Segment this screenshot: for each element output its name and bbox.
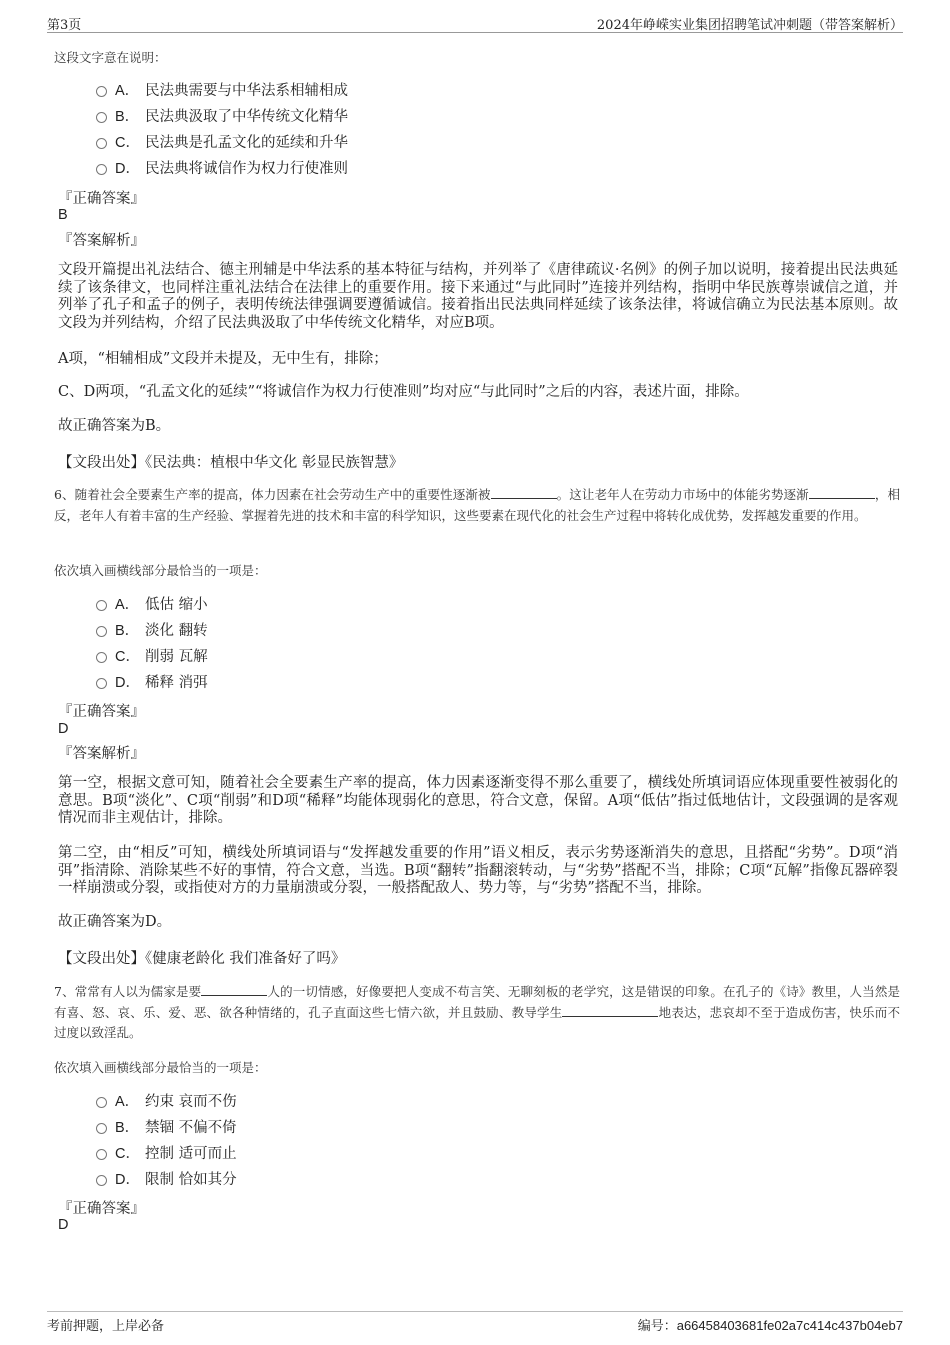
q5-source: 【文段出处】《民法典：植根中华文化 彰显民族智慧》 [58,455,404,471]
q7-answer-label: 『正确答案』 [58,1201,145,1217]
radio-icon[interactable] [96,112,107,123]
q7-option-c[interactable]: C． 控制 适可而止 [96,1144,237,1164]
q5-analysis-label: 『答案解析』 [58,233,145,249]
q6-stem: 6、随着社会全要素生产率的提高，体力因素在社会劳动生产中的重要性逐渐被 。这让老年人在劳动力市场中的体能劣势逐渐 ，相反，老年人有着丰富的生产经验、掌握着先进的技术和丰富的科学知识，这些要素在现代化的社会生产过程中将转化成优势，发挥越发重要的作用。 [54,487,900,523]
fill-blank [809,486,875,499]
document-title: 2024年峥嵘实业集团招聘笔试冲刺题（带答案解析） [596,18,903,33]
q5-analysis-paragraph: C、D两项，“孔孟文化的延续”“将诚信作为权力行使准则”均对应“与此同时”之后的内容，表述片面，排除。 [58,384,749,400]
document-code: 编号：a66458403681fe02a7c414c437b04eb7 [637,1318,903,1334]
page-number: 第3页 [47,18,82,33]
radio-icon[interactable] [96,1175,107,1186]
radio-icon[interactable] [96,1097,107,1108]
q6-option-a[interactable]: A． 低估 缩小 [96,595,208,615]
q5-option-a[interactable]: A． 民法典需要与中华法系相辅相成 [96,81,348,101]
radio-icon[interactable] [96,652,107,663]
page-header [47,12,903,33]
radio-icon[interactable] [96,600,107,611]
q7-option-d[interactable]: D． 限制 恰如其分 [96,1170,237,1190]
footer-slogan: 考前押题，上岸必备 [47,1319,165,1334]
q7-stem: 7、常常有人以为儒家是要 人的一切情感，好像要把人变成不苟言笑、无聊刻板的老学究，这是错误的印象。在孔子的《诗》教里，人当然是有喜、怒、哀、乐、爱、恶、欲各种情绪的，孔子直面这些七情六欲，并且鼓励、教导学生 地表达，悲哀却不至于造成伤害，快乐而不过度以致淫乱。 [54,984,900,1040]
q6-option-b[interactable]: B． 淡化 翻转 [96,621,208,641]
fill-blank [491,486,557,499]
q6-answer-label: 『正确答案』 [58,704,145,720]
q5-answer: B [58,207,68,223]
q6-answer: D [58,721,69,737]
radio-icon[interactable] [96,86,107,97]
radio-icon[interactable] [96,678,107,689]
q5-option-b[interactable]: B． 民法典汲取了中华传统文化精华 [96,107,348,127]
radio-icon[interactable] [96,626,107,637]
q5-answer-label: 『正确答案』 [58,191,145,207]
radio-icon[interactable] [96,138,107,149]
q7-answer: D [58,1217,69,1233]
q7-option-a[interactable]: A． 约束 哀而不伤 [96,1092,237,1112]
radio-icon[interactable] [96,1149,107,1160]
fill-blank [562,1004,658,1017]
fill-blank [201,983,267,996]
q6-analysis-paragraph: 故正确答案为D。 [58,914,172,930]
q5-analysis-paragraph: A项，“相辅相成”文段并未提及，无中生有，排除； [58,351,388,367]
radio-icon[interactable] [96,164,107,175]
q6-option-d[interactable]: D． 稀释 消弭 [96,673,208,693]
q5-prompt: 这段文字意在说明： [54,50,167,65]
q6-source: 【文段出处】《健康老龄化 我们准备好了吗》 [58,951,346,967]
q5-analysis-paragraph: 故正确答案为B。 [58,418,171,434]
q6-analysis-paragraph: 第二空，由“相反”可知，横线处所填词语与“发挥越发重要的作用”语义相反，表示劣势逐渐消失的意思，且搭配“劣势”。D项“消弭”指清除、消除某些不好的事情，符合文意，当选。B项“翻转”指翻滚转动，与“劣势”搭配不当，排除；C项“瓦解”指像瓦器碎裂一样崩溃或分裂，或指使对方的力量崩溃或分裂，一般搭配敌人、势力等，与“劣势”搭配不当，排除。 [58,845,898,896]
q6-analysis-label: 『答案解析』 [58,746,145,762]
q6-analysis-paragraph: 第一空，根据文意可知，随着社会全要素生产率的提高，体力因素逐渐变得不那么重要了，横线处所填词语应体现重要性被弱化的意思。B项“淡化”、C项“削弱”和D项“稀释”均能体现弱化的意思，符合文意，保留。A项“低估”指过低地估计，文段强调的是客观情况而非主观估计，排除。 [58,775,898,826]
q6-option-c[interactable]: C． 削弱 瓦解 [96,647,208,667]
q5-option-d[interactable]: D． 民法典将诚信作为权力行使准则 [96,159,348,179]
q7-option-b[interactable]: B． 禁锢 不偏不倚 [96,1118,237,1138]
q5-analysis-paragraph: 文段开篇提出礼法结合、德主刑辅是中华法系的基本特征与结构，并列举了《唐律疏议·名例》的例子加以说明，接着提出民法典延续了该条律文，也同样注重礼法结合在法律上的重要作用。接下来通过“与此同时”连接并列结构，指明中华民族尊崇诚信之道，并列举了孔子和孟子的例子，表明传统法律强调要遵循诚信。接着指出民法典同样延续了该条法律，将诚信确立为民法基本原则。故文段为并列结构，介绍了民法典汲取了中华传统文化精华，对应B项。 [58,262,898,331]
radio-icon[interactable] [96,1123,107,1134]
q6-prompt: 依次填入画横线部分最恰当的一项是： [54,563,267,578]
page-footer [47,1311,903,1336]
q7-prompt: 依次填入画横线部分最恰当的一项是： [54,1060,267,1075]
q5-option-c[interactable]: C． 民法典是孔孟文化的延续和升华 [96,133,348,153]
